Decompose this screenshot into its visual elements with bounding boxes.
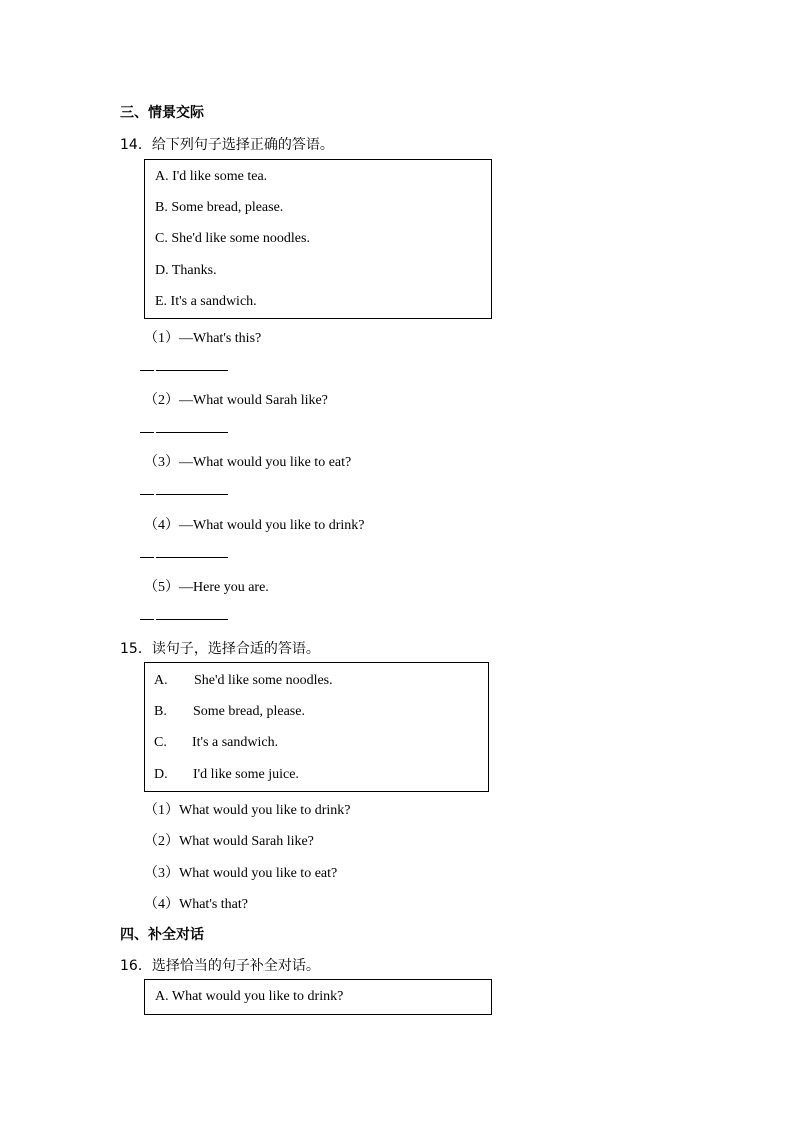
- q14-option-b: B. Some bread, please.: [155, 200, 284, 215]
- q15-item-2: （2）What would Sarah like?: [144, 834, 314, 849]
- q15-option-text: Some bread, please.: [193, 704, 305, 719]
- q14-answer-2[interactable]: [140, 420, 228, 438]
- q15-option-text: It's a sandwich.: [192, 735, 279, 750]
- q15-option-d: [154, 767, 299, 783]
- q14-item-3: （3）—What would you like to eat?: [144, 455, 352, 470]
- question-14-heading: 14．给下列句子选择正确的答语。: [120, 137, 334, 153]
- q14-answer-1[interactable]: [140, 358, 228, 376]
- q14-item-1: （1）—What's this?: [144, 331, 262, 346]
- answer-blank[interactable]: [156, 420, 228, 433]
- answer-blank[interactable]: [156, 545, 228, 558]
- answer-blank[interactable]: [156, 607, 228, 620]
- q15-option-a: [154, 673, 333, 689]
- q14-option-a: A. I'd like some tea.: [155, 169, 268, 184]
- section-heading-situational: 三、情景交际: [120, 105, 204, 121]
- answer-blank[interactable]: [156, 482, 228, 495]
- answer-blank[interactable]: [156, 358, 228, 371]
- answer-dash: [140, 425, 154, 433]
- q14-options-box: [144, 159, 492, 319]
- q15-option-text: I'd like some juice.: [193, 767, 299, 782]
- q15-option-letter: B.: [154, 704, 167, 719]
- q14-item-2: （2）—What would Sarah like?: [144, 393, 328, 408]
- q14-item-4: （4）—What would you like to drink?: [144, 518, 365, 533]
- q15-option-letter: D.: [154, 767, 168, 782]
- q14-option-c: C. She'd like some noodles.: [155, 231, 310, 246]
- section-heading-complete-dialogue: 四、补全对话: [120, 927, 204, 943]
- q14-item-5: （5）—Here you are.: [144, 580, 269, 595]
- q14-option-e: E. It's a sandwich.: [155, 294, 257, 309]
- q15-option-letter: A.: [154, 673, 168, 688]
- q14-answer-5[interactable]: [140, 607, 228, 625]
- q14-answer-4[interactable]: [140, 545, 228, 563]
- q15-option-b: [154, 704, 305, 720]
- q15-item-1: （1）What would you like to drink?: [144, 803, 351, 818]
- q15-option-letter: C.: [154, 735, 167, 750]
- question-16-heading: 16．选择恰当的句子补全对话。: [120, 958, 320, 974]
- q15-options-box: [144, 662, 489, 792]
- q15-option-c: [154, 735, 278, 751]
- answer-dash: [140, 550, 154, 558]
- q14-answer-3[interactable]: [140, 482, 228, 500]
- answer-dash: [140, 363, 154, 371]
- answer-dash: [140, 612, 154, 620]
- q15-item-3: （3）What would you like to eat?: [144, 866, 338, 881]
- answer-dash: [140, 487, 154, 495]
- q15-option-text: She'd like some noodles.: [194, 673, 333, 688]
- q16-option-a: A. What would you like to drink?: [155, 989, 344, 1004]
- question-15-heading: 15．读句子，选择合适的答语。: [120, 641, 320, 657]
- q15-item-4: （4）What's that?: [144, 897, 248, 912]
- q14-option-d: D. Thanks.: [155, 263, 217, 278]
- q16-options-box: [144, 979, 492, 1015]
